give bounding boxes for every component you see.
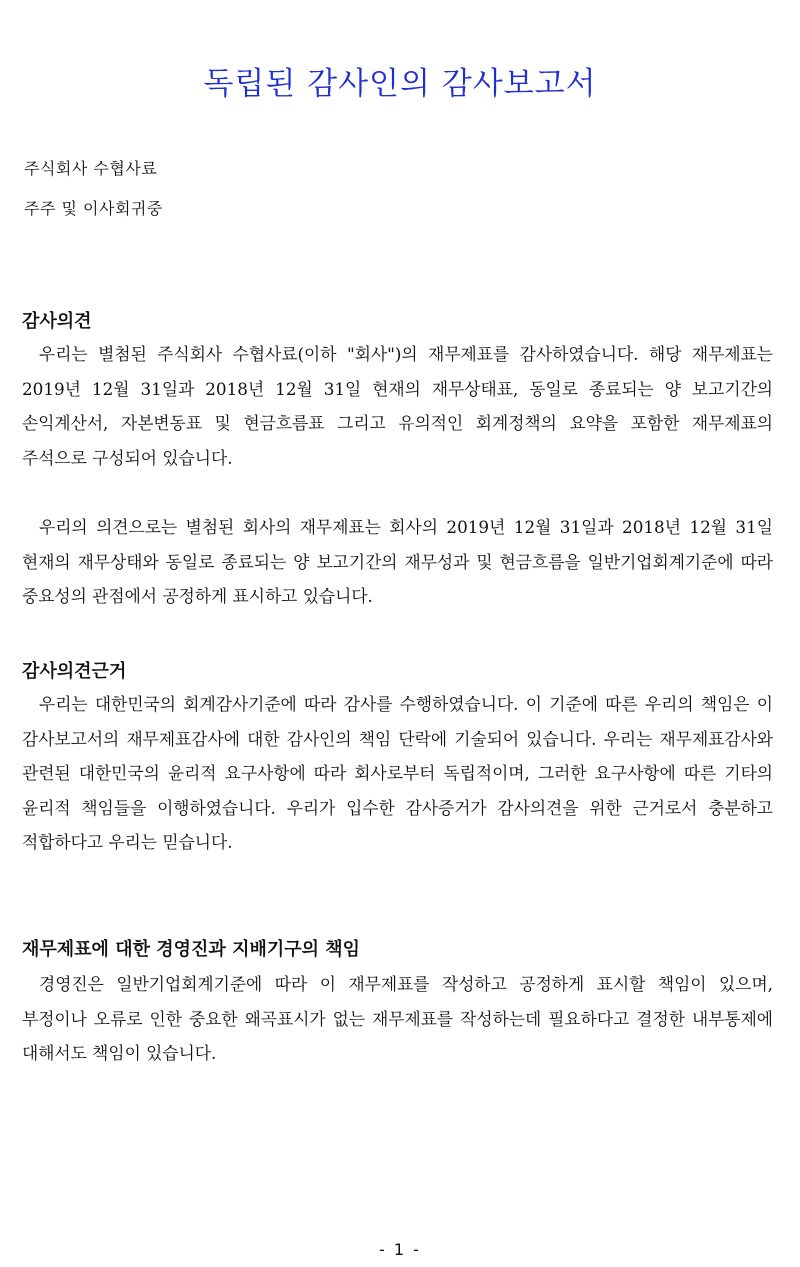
- section-heading-audit-opinion: 감사의견: [22, 311, 92, 332]
- section-heading-management-responsibility: 재무제표에 대한 경영진과 지배기구의 책임: [22, 939, 361, 960]
- report-title: 독립된 감사인의 감사보고서: [203, 66, 597, 102]
- paragraph-audit-opinion-2: 우리의 의견으로는 별첨된 회사의 재무제표는 회사의 2019년 12월 31일과 2018년 12월 31일 현재의 재무상태와 동일로 종료되는 양 보고기간의 재무성과 및 현금흐름을 일반기업회계기준에 따라 중요성의 관점에서 공정하게 표시하고 있습니다.: [22, 517, 773, 607]
- paragraph-basis-for-opinion: 우리는 대한민국의 회계감사기준에 따라 감사를 수행하였습니다. 이 기준에 따른 우리의 책임은 이 감사보고서의 재무제표감사에 대한 감사인의 책임 단락에 기술되어 있습니다. 우리는 재무제표감사와 관련된 대한민국의 윤리적 요구사항에 따라 회사로부터 독립적이며, 그러한 요구사항에 따른 기타의 윤리적 책임들을 이행하였습니다. 우리가 입수한 감사증거가 감사의견을 위한 근거로서 충분하고 적합하다고 우리는 믿습니다.: [22, 694, 773, 853]
- paragraph-management-responsibility: 경영진은 일반기업회계기준에 따라 이 재무제표를 작성하고 공정하게 표시할 책임이 있으며, 부정이나 오류로 인한 중요한 왜곡표시가 없는 재무제표를 작성하는데 필요하다고 결정한 내부통제에 대해서도 책임이 있습니다.: [22, 974, 773, 1064]
- paragraph-audit-opinion-1: 우리는 별첨된 주식회사 수협사료(이하 "회사")의 재무제표를 감사하였습니다. 해당 재무제표는 2019년 12월 31일과 2018년 12월 31일 현재의 재무상태표, 동일로 종료되는 양 보고기간의 손익계산서, 자본변동표 및 현금흐름표 그리고 유의적인 회계정책의 요약을 포함한 재무제표의 주석으로 구성되어 있습니다.: [22, 344, 773, 468]
- page-number: - 1 -: [379, 1240, 421, 1259]
- addressee-recipient: 주주 및 이사회귀중: [24, 199, 163, 218]
- addressee-company: 주식회사 수협사료: [24, 159, 158, 178]
- section-heading-basis-for-opinion: 감사의견근거: [22, 661, 127, 682]
